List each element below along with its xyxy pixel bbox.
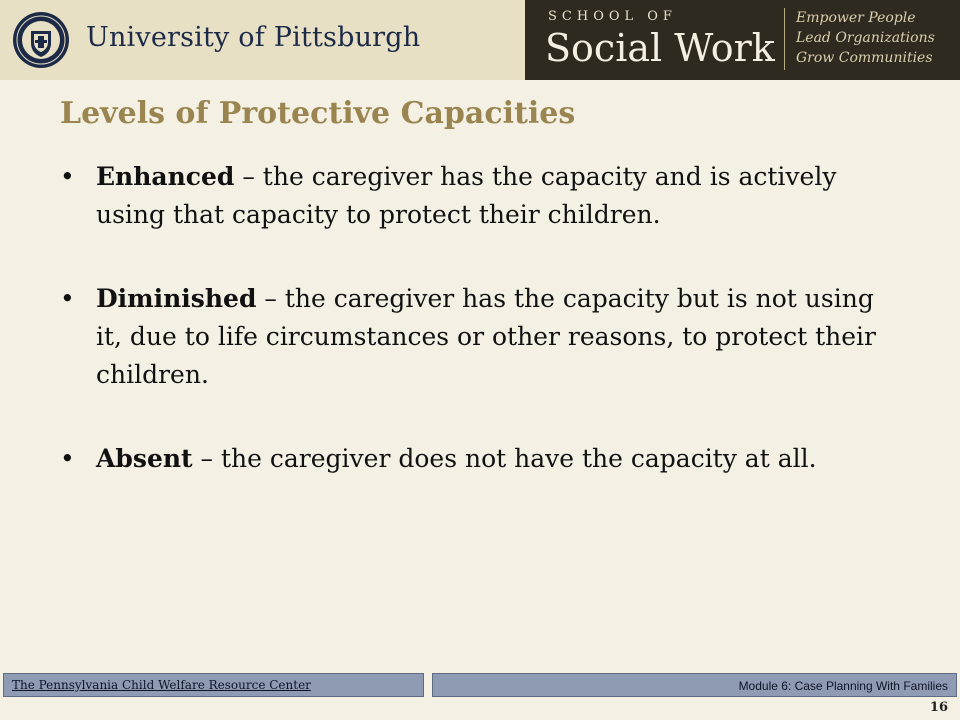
bullet-item <box>60 440 900 478</box>
header-divider <box>784 8 785 70</box>
bullet-term: Diminished <box>96 284 257 313</box>
school-of-label: SCHOOL OF <box>548 9 677 24</box>
bullet-term: Enhanced <box>96 162 235 191</box>
bullet-item <box>60 280 900 394</box>
bullet-text: – the caregiver has the capacity and is actively using that capacity to protect their children. <box>96 162 837 229</box>
bullet-item <box>60 158 900 234</box>
bullet-dot: • <box>60 162 75 191</box>
footer-organization-link[interactable]: The Pennsylvania Child Welfare Resource Center <box>12 678 311 692</box>
university-banner <box>0 0 525 80</box>
slide-title: Levels of Protective Capacities <box>60 96 576 131</box>
slogan-line: Lead Organizations <box>796 30 935 46</box>
university-seal-icon <box>12 11 70 69</box>
bullet-dot: • <box>60 284 75 313</box>
bullet-text: – the caregiver has the capacity but is not using it, due to life circumstances or other reasons, to protect their children. <box>96 284 876 389</box>
slogan-line: Empower People <box>796 10 916 26</box>
footer-module-bar <box>432 673 957 697</box>
school-name: Social Work <box>545 26 775 70</box>
slogan-line: Grow Communities <box>796 50 933 66</box>
bullet-term: Absent <box>96 444 193 473</box>
footer-organization-bar <box>3 673 424 697</box>
bullet-text: – the caregiver does not have the capacity at all. <box>192 444 817 473</box>
bullet-dot: • <box>60 444 75 473</box>
page-number: 16 <box>929 700 948 715</box>
university-name: University of Pittsburgh <box>86 22 421 53</box>
footer-module-label: Module 6: Case Planning With Families <box>738 679 948 693</box>
slide-header <box>0 0 960 80</box>
bullet-list <box>60 158 900 524</box>
